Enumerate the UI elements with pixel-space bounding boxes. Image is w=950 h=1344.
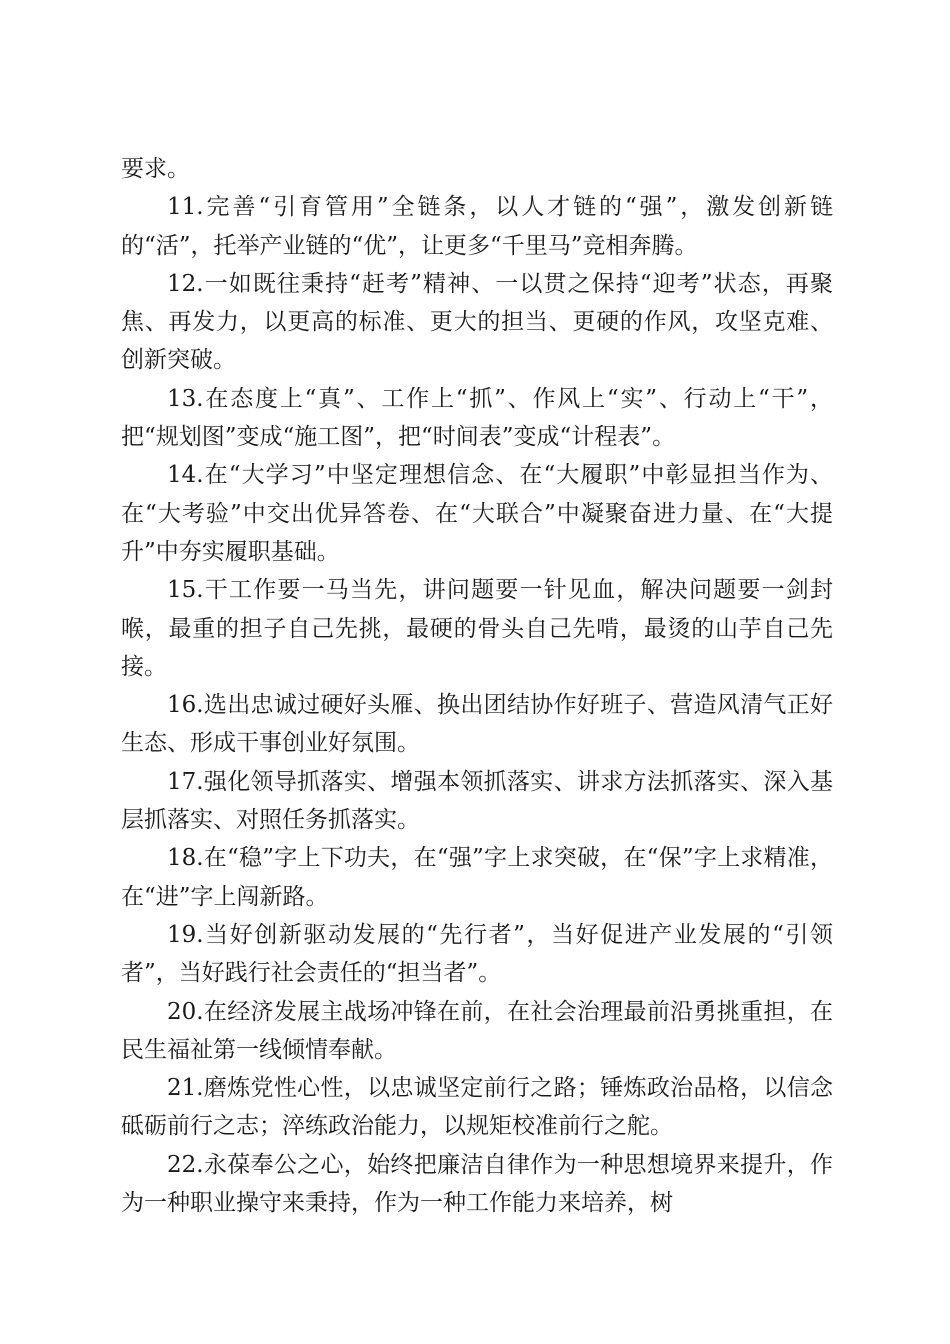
- paragraph-item-22: 22.永葆奉公之心，始终把廉洁自律作为一种思想境界来提升，作为一种职业操守来秉持，作为一种工作能力来培养，树: [121, 1151, 833, 1217]
- paragraph-item-11: 11.完善“引育管用”全链条，以人才链的“强”，激发创新链的“活”，托举产业链的“优”，让更多“千里马”竞相奔腾。: [121, 194, 833, 259]
- document-body: [121, 150, 833, 1222]
- paragraph-item-13: 13.在态度上“真”、工作上“抓”、作风上“实”、行动上“干”，把“规划图”变成“施工图”，把“时间表”变成“计程表”。: [121, 385, 833, 451]
- paragraph-item-14: 14.在“大学习”中坚定理想信念、在“大履职”中彰显担当作为、在“大考验”中交出优异答卷、在“大联合”中凝聚奋进力量、在“大提升”中夯实履职基础。: [121, 462, 833, 565]
- paragraph-item-12: 12.一如既往秉持“赶考”精神、一以贯之保持“迎考”状态，再聚焦、再发力，以更高的标准、更大的担当、更硬的作风，攻坚克难、创新突破。: [121, 270, 833, 374]
- paragraph-item-20: 20.在经济发展主战场冲锋在前，在社会治理最前沿勇挑重担，在民生福祉第一线倾情奉献。: [121, 998, 833, 1063]
- paragraph-item-18: 18.在“稳”字上下功夫，在“强”字上求突破，在“保”字上求精准，在“进”字上闯新路。: [121, 845, 833, 910]
- paragraph-item-19: 19.当好创新驱动发展的“先行者”，当好促进产业发展的“引领者”，当好践行社会责任的“担当者”。: [121, 921, 833, 987]
- paragraph-item-16: 16.选出忠诚过硬好头雁、换出团结协作好班子、营造风清气正好生态、形成干事创业好氛围。: [121, 692, 833, 757]
- paragraph-continuation: 要求。: [121, 156, 190, 182]
- paragraph-item-15: 15.干工作要一马当先，讲问题要一针见血，解决问题要一剑封喉，最重的担子自己先挑，最硬的骨头自己先啃，最烫的山芋自己先接。: [121, 577, 833, 680]
- paragraph-item-21: 21.磨炼党性心性，以忠诚坚定前行之路；锤炼政治品格，以信念砥砺前行之志；淬练政治能力，以规矩校准前行之舵。: [121, 1075, 833, 1140]
- paragraph-item-17: 17.强化领导抓落实、增强本领抓落实、讲求方法抓落实、深入基层抓落实、对照任务抓落实。: [121, 768, 833, 834]
